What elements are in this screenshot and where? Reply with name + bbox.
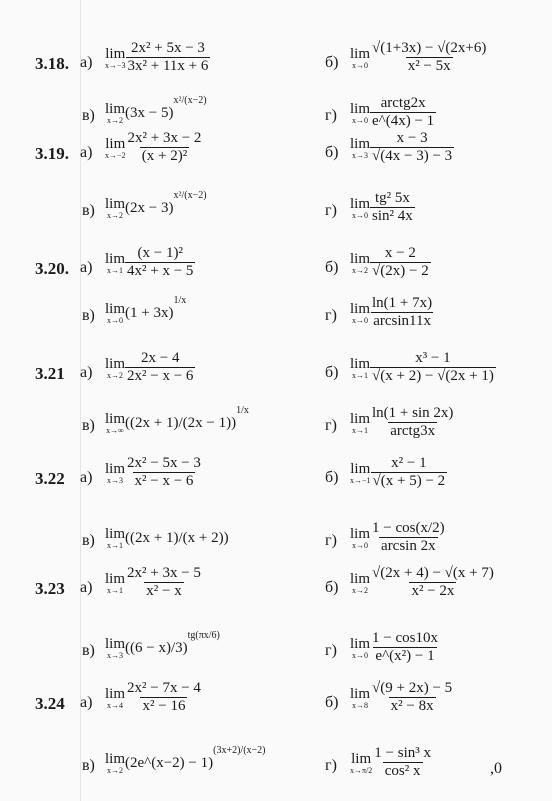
denominator: 4x² + x − 5 bbox=[127, 263, 194, 279]
limit-operator bbox=[350, 136, 370, 160]
lim-word: lim bbox=[105, 411, 126, 428]
item-g bbox=[350, 190, 415, 225]
label-g: г) bbox=[325, 307, 337, 324]
lim-word: lim bbox=[105, 101, 126, 118]
denominator: x² − x bbox=[146, 583, 182, 599]
limit-subscript: x→0 bbox=[352, 60, 368, 70]
limit-operator bbox=[350, 751, 372, 775]
limit-subscript: x→0 bbox=[352, 650, 368, 660]
denominator: x² − 2x bbox=[411, 583, 455, 599]
lim-word: lim bbox=[105, 301, 126, 318]
limit-subscript: x→2 bbox=[107, 116, 123, 126]
limit-subscript: x→0 bbox=[352, 115, 368, 125]
label-v: в) bbox=[82, 202, 95, 219]
item-b bbox=[350, 680, 454, 715]
page-fold-line bbox=[80, 0, 81, 801]
limit-operator bbox=[105, 356, 125, 380]
denominator: x² − 16 bbox=[142, 698, 186, 714]
lim-word: lim bbox=[351, 750, 372, 767]
numerator: 2x² − 5x − 3 bbox=[127, 455, 201, 471]
denominator: 3x² + 11x + 6 bbox=[127, 58, 209, 74]
denominator: √(4x − 3) − 3 bbox=[372, 148, 453, 164]
fraction bbox=[370, 130, 454, 165]
lim-word: lim bbox=[350, 410, 371, 427]
numerator: √(1+3x) − √(2x+6) bbox=[372, 40, 487, 56]
label-b: б) bbox=[325, 579, 339, 596]
lim-word: lim bbox=[350, 100, 371, 117]
item-g bbox=[350, 630, 440, 665]
limit-operator bbox=[105, 751, 125, 775]
numerator: 2x² + 5x − 3 bbox=[130, 40, 205, 56]
denominator: x² − 8x bbox=[390, 698, 434, 714]
fraction bbox=[370, 95, 436, 130]
label-v: в) bbox=[82, 532, 95, 549]
denominator: arcsin11x bbox=[373, 313, 431, 329]
label-a: а) bbox=[80, 469, 93, 486]
limit-subscript: x→2 bbox=[107, 211, 123, 221]
label-b: б) bbox=[325, 54, 339, 71]
item-a bbox=[105, 455, 203, 490]
fraction bbox=[126, 130, 204, 165]
label-b: б) bbox=[325, 144, 339, 161]
limit-operator bbox=[350, 636, 370, 660]
denominator: (x + 2)² bbox=[141, 148, 188, 164]
item-a bbox=[105, 350, 195, 385]
lim-word: lim bbox=[105, 250, 126, 267]
power-exponent: x²/(x−2) bbox=[173, 190, 207, 201]
fraction bbox=[370, 350, 496, 385]
limit-operator bbox=[105, 46, 126, 70]
item-v bbox=[105, 190, 207, 220]
item-g bbox=[350, 95, 436, 130]
numerator: 1 − cos(x/2) bbox=[372, 520, 445, 536]
label-v: в) bbox=[82, 307, 95, 324]
lim-word: lim bbox=[105, 570, 126, 587]
fraction bbox=[370, 245, 431, 280]
numerator: 1 − sin³ x bbox=[374, 745, 431, 761]
fraction bbox=[370, 40, 488, 75]
numerator: x² − 1 bbox=[391, 455, 427, 471]
lim-word: lim bbox=[105, 355, 126, 372]
item-a bbox=[105, 40, 210, 75]
numerator: 2x² − 7x − 4 bbox=[127, 680, 201, 696]
fraction bbox=[125, 565, 203, 600]
numerator: √(9 + 2x) − 5 bbox=[372, 680, 453, 696]
limit-subscript: x→8 bbox=[352, 700, 368, 710]
item-v bbox=[105, 295, 186, 325]
lim-word: lim bbox=[350, 685, 371, 702]
label-v: в) bbox=[82, 107, 95, 124]
limit-subscript: x→1 bbox=[107, 541, 123, 551]
limit-operator bbox=[105, 571, 125, 595]
label-b: б) bbox=[325, 694, 339, 711]
numerator: ln(1 + sin 2x) bbox=[372, 405, 454, 421]
problem-number: 3.19. bbox=[35, 144, 69, 163]
limit-subscript: x→−1 bbox=[350, 475, 371, 485]
limit-operator bbox=[350, 101, 370, 125]
lim-word: lim bbox=[350, 355, 371, 372]
item-v bbox=[105, 520, 229, 550]
lim-word: lim bbox=[350, 135, 371, 152]
label-v: в) bbox=[82, 417, 95, 434]
limit-operator bbox=[105, 196, 125, 220]
power-exponent: 1/x bbox=[173, 295, 187, 306]
label-a: а) bbox=[80, 144, 93, 161]
power-base: (1 + 3x) bbox=[125, 305, 174, 321]
fraction bbox=[370, 190, 415, 225]
fraction bbox=[125, 455, 203, 490]
label-g: г) bbox=[325, 107, 337, 124]
label-g: г) bbox=[325, 757, 337, 774]
denominator: arctg3x bbox=[390, 423, 436, 439]
label-a: а) bbox=[80, 579, 93, 596]
limit-subscript: x→−3 bbox=[105, 60, 126, 70]
limit-operator bbox=[350, 356, 370, 380]
item-v bbox=[105, 630, 220, 660]
numerator: 2x² + 3x − 5 bbox=[127, 565, 201, 581]
fraction bbox=[370, 295, 434, 330]
limit-subscript: x→1 bbox=[107, 265, 123, 275]
item-a bbox=[105, 565, 203, 600]
lim-word: lim bbox=[350, 570, 371, 587]
limit-operator bbox=[105, 136, 126, 160]
item-b bbox=[350, 130, 454, 165]
denominator: √(2x) − 2 bbox=[372, 263, 429, 279]
item-g bbox=[350, 405, 455, 440]
label-g: г) bbox=[325, 417, 337, 434]
lim-word: lim bbox=[350, 45, 371, 62]
limit-subscript: x→2 bbox=[352, 265, 368, 275]
problem-number: 3.24 bbox=[35, 694, 65, 713]
item-a bbox=[105, 245, 195, 280]
fraction bbox=[372, 745, 433, 780]
numerator: x³ − 1 bbox=[415, 350, 451, 366]
denominator: e^(4x) − 1 bbox=[372, 113, 435, 129]
numerator: 2x² + 3x − 2 bbox=[127, 130, 202, 146]
fraction bbox=[370, 680, 454, 715]
item-a bbox=[105, 680, 203, 715]
power-base: ((2x + 1)/(2x − 1)) bbox=[125, 415, 237, 431]
power-base: ((2x + 1)/(x + 2)) bbox=[125, 530, 229, 546]
label-g: г) bbox=[325, 532, 337, 549]
power-base: (2e^(x−2) − 1) bbox=[125, 755, 214, 771]
lim-word: lim bbox=[350, 635, 371, 652]
label-b: б) bbox=[325, 469, 339, 486]
item-g bbox=[350, 745, 433, 780]
lim-word: lim bbox=[350, 460, 371, 477]
limit-operator bbox=[350, 526, 370, 550]
problem-number: 3.18. bbox=[35, 54, 69, 73]
numerator: ln(1 + 7x) bbox=[372, 295, 433, 311]
limit-operator bbox=[350, 46, 370, 70]
fraction bbox=[126, 40, 211, 75]
denominator: sin² 4x bbox=[372, 208, 413, 224]
numerator: arctg2x bbox=[380, 95, 426, 111]
numerator: 1 − cos10x bbox=[372, 630, 438, 646]
limit-operator bbox=[350, 686, 370, 710]
denominator: arcsin 2x bbox=[381, 538, 436, 554]
fraction bbox=[370, 520, 447, 555]
problem-number: 3.23 bbox=[35, 579, 65, 598]
limit-subscript: x→∞ bbox=[106, 426, 124, 436]
label-a: а) bbox=[80, 694, 93, 711]
label-v: в) bbox=[82, 642, 95, 659]
item-g bbox=[350, 295, 434, 330]
fraction bbox=[125, 680, 203, 715]
item-a bbox=[105, 130, 203, 165]
power-exponent: 1/x bbox=[236, 405, 249, 416]
lim-word: lim bbox=[105, 685, 126, 702]
fraction bbox=[125, 245, 195, 280]
fraction bbox=[370, 405, 455, 440]
item-b bbox=[350, 245, 431, 280]
limit-operator bbox=[350, 251, 370, 275]
denominator: x² − x − 6 bbox=[134, 473, 194, 489]
limit-subscript: x→3 bbox=[352, 150, 368, 160]
item-g bbox=[350, 520, 447, 555]
limit-operator bbox=[105, 101, 125, 125]
label-a: а) bbox=[80, 54, 93, 71]
trailing-mark: ,0 bbox=[490, 760, 502, 777]
problem-number: 3.22 bbox=[35, 469, 65, 488]
item-v bbox=[105, 405, 249, 435]
lim-word: lim bbox=[350, 525, 371, 542]
limit-operator bbox=[350, 196, 370, 220]
lim-word: lim bbox=[105, 636, 126, 653]
limit-subscript: x→2 bbox=[352, 585, 368, 595]
item-b bbox=[350, 455, 447, 490]
fraction bbox=[370, 630, 440, 665]
limit-subscript: x→3 bbox=[107, 475, 123, 485]
denominator: x² − 5x bbox=[407, 58, 451, 74]
item-v bbox=[105, 745, 266, 775]
limit-subscript: x→1 bbox=[352, 370, 368, 380]
numerator: (x − 1)² bbox=[137, 245, 183, 261]
limit-operator bbox=[105, 301, 125, 325]
limit-operator bbox=[105, 461, 125, 485]
power-base: (2x − 3) bbox=[125, 200, 174, 216]
lim-word: lim bbox=[350, 195, 371, 212]
label-b: б) bbox=[325, 259, 339, 276]
fraction bbox=[125, 350, 195, 385]
label-a: а) bbox=[80, 259, 93, 276]
fraction bbox=[370, 565, 496, 600]
limit-operator bbox=[105, 526, 125, 550]
lim-word: lim bbox=[350, 300, 371, 317]
limit-subscript: x→4 bbox=[107, 700, 123, 710]
label-a: а) bbox=[80, 364, 93, 381]
lim-word: lim bbox=[105, 135, 126, 152]
lim-word: lim bbox=[105, 526, 126, 543]
limit-subscript: x→0 bbox=[352, 315, 368, 325]
label-g: г) bbox=[325, 642, 337, 659]
problem-number: 3.21 bbox=[35, 364, 65, 383]
power-exponent: (3x+2)/(x−2) bbox=[213, 745, 266, 756]
numerator: √(2x + 4) − √(x + 7) bbox=[372, 565, 494, 581]
limit-subscript: x→0 bbox=[107, 316, 123, 326]
item-b bbox=[350, 565, 496, 600]
limit-operator bbox=[350, 411, 370, 435]
numerator: 2x − 4 bbox=[140, 350, 180, 366]
lim-word: lim bbox=[105, 460, 126, 477]
limit-operator bbox=[105, 251, 125, 275]
power-base: ((6 − x)/3) bbox=[125, 640, 188, 656]
lim-word: lim bbox=[350, 250, 371, 267]
limit-subscript: x→2 bbox=[107, 370, 123, 380]
limit-subscript: x→0 bbox=[352, 210, 368, 220]
label-v: в) bbox=[82, 757, 95, 774]
denominator: cos² x bbox=[384, 763, 421, 779]
limit-subscript: x→3 bbox=[107, 651, 123, 661]
power-exponent: x²/(x−2) bbox=[173, 95, 207, 106]
label-b: б) bbox=[325, 364, 339, 381]
limit-operator bbox=[350, 461, 371, 485]
numerator: x − 2 bbox=[384, 245, 416, 261]
denominator: e^(x²) − 1 bbox=[375, 648, 435, 664]
limit-operator bbox=[350, 301, 370, 325]
item-b bbox=[350, 350, 496, 385]
problem-number: 3.20. bbox=[35, 259, 69, 278]
limit-subscript: x→0 bbox=[352, 540, 368, 550]
denominator: √(x + 2) − √(2x + 1) bbox=[372, 368, 494, 384]
limit-operator bbox=[105, 411, 125, 435]
limit-subscript: x→−2 bbox=[105, 150, 126, 160]
power-base: (3x − 5) bbox=[125, 105, 174, 121]
lim-word: lim bbox=[105, 751, 126, 768]
power-exponent: tg(πx/6) bbox=[187, 630, 220, 641]
limit-subscript: x→1 bbox=[107, 585, 123, 595]
fraction bbox=[371, 455, 448, 490]
denominator: √(x + 5) − 2 bbox=[372, 473, 446, 489]
item-b bbox=[350, 40, 488, 75]
limit-operator bbox=[350, 571, 370, 595]
lim-word: lim bbox=[105, 45, 126, 62]
limit-subscript: x→π/2 bbox=[350, 765, 373, 775]
limit-subscript: x→1 bbox=[352, 425, 368, 435]
limit-operator bbox=[105, 636, 125, 660]
label-g: г) bbox=[325, 202, 337, 219]
denominator: 2x² − x − 6 bbox=[127, 368, 194, 384]
numerator: tg² 5x bbox=[374, 190, 410, 206]
numerator: x − 3 bbox=[396, 130, 428, 146]
limit-subscript: x→2 bbox=[107, 766, 123, 776]
item-v bbox=[105, 95, 207, 125]
lim-word: lim bbox=[105, 196, 126, 213]
limit-operator bbox=[105, 686, 125, 710]
